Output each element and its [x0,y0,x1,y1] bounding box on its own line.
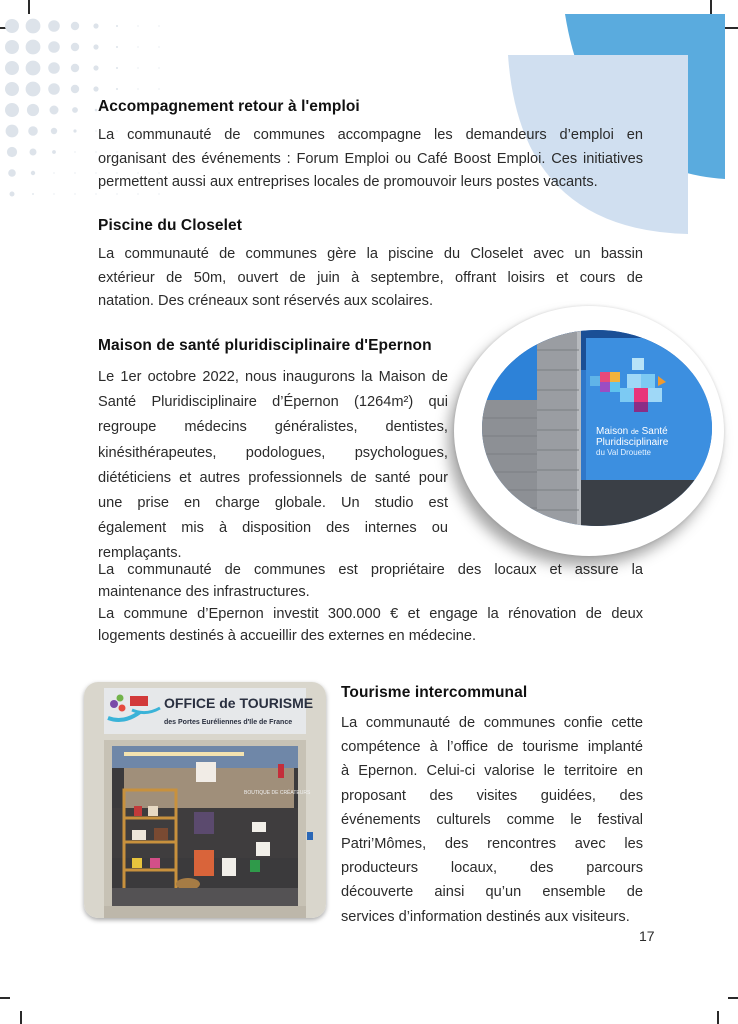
page-number: 17 [639,928,655,944]
crop-mark-bottom-left-v [20,1011,22,1024]
text-line: permettent aussi aux entreprises locales de promouvoir leurs postes vacants. [98,174,598,190]
text-line: extérieur de 50m, ouvert de juin à septembre, offrant loisirs et cours de [98,269,643,286]
tourism-window-text: BOUTIQUE DE CRÉATEURS [244,790,311,796]
text-line: événements culturels comme le festival [341,811,643,828]
text-line: proposant des visites guidées, des [341,787,643,804]
blue-shapes-decoration [0,0,738,240]
text-line: La commune d’Epernon investit 300.000 € et engage la rénovation de deux [98,606,643,622]
tourism-office-illustration [84,682,326,918]
crop-mark-bottom-left-h [0,997,10,999]
text-line: natation. Des créneaux sont réservés aux scolaires. [98,293,434,309]
tourism-office-photo [84,682,326,918]
heading-tourisme: Tourisme intercommunal [341,684,528,701]
tourism-sign-subtitle: des Portes Euréliennes d'Ile de France [164,719,293,726]
text-line: Santé Pluridisciplinaire d’Épernon (1264m²) qui [98,394,448,411]
heading-piscine: Piscine du Closelet [98,217,243,234]
text-line: à Epernon. Celui-ci valorise le territoire en [341,763,643,780]
text-line: La communauté de communes accompagne les demandeurs d’emploi en [98,127,643,143]
paragraph-sante-full [98,559,643,647]
text-line: logements destinés à accueillir des externes en médecine. [98,628,477,644]
text-line: La communauté de communes confie cette [341,715,643,731]
paragraph-emploi [98,124,643,195]
text-line: découverte ainsi qu’un ensemble de [341,884,643,901]
tourism-sign-title: OFFICE de TOURISME [164,695,314,711]
text-line: kinésithérapeutes, podologues, psychologues, [98,444,448,461]
text-line: Le 1er octobre 2022, nous inaugurons la Maison de [98,369,448,385]
text-line: organisant des événements : Forum Emploi ou Café Boost Emploi. Ces initiatives [98,150,643,167]
text-line: La communauté de communes est propriétaire des locaux et assure la [98,562,643,578]
health-center-sign-line-1: Maison de Santé [596,426,668,437]
text-line: regroupe médecins généralistes, dentistes, [98,419,448,436]
crop-mark-bottom-right-v [717,1011,719,1024]
health-center-illustration [482,330,712,526]
text-line: Patri’Mômes, des rencontres avec les [341,836,643,853]
health-center-photo [482,330,712,526]
text-line: une prise en charge globale. Un studio est [98,495,448,512]
health-center-sign-line-3: du Val Drouette [596,448,651,457]
text-line: producteurs locaux, des parcours [341,860,643,877]
text-line: La communauté de communes gère la piscine du Closelet avec un bassin [98,246,643,262]
health-center-sign-line-2: Pluridisciplinaire [596,437,669,448]
paragraph-sante-intro [98,365,448,567]
text-line: services d’information destinés aux visiteurs. [341,908,630,925]
paragraph-tourisme [341,711,643,929]
paragraph-piscine [98,243,643,314]
heading-emploi: Accompagnement retour à l'emploi [98,98,360,115]
text-line: diététiciens et autres professionnels de santé pour [98,469,448,486]
text-line: compétence à l’office de tourisme implanté [341,739,643,756]
heading-sante: Maison de santé pluridisciplinaire d'Epernon [98,337,432,354]
crop-mark-bottom-right-h [728,997,738,999]
text-line: maintenance des infrastructures. [98,584,310,600]
text-line: également mis à disposition des internes ou [98,520,448,537]
text-line: remplaçants. [98,545,182,562]
